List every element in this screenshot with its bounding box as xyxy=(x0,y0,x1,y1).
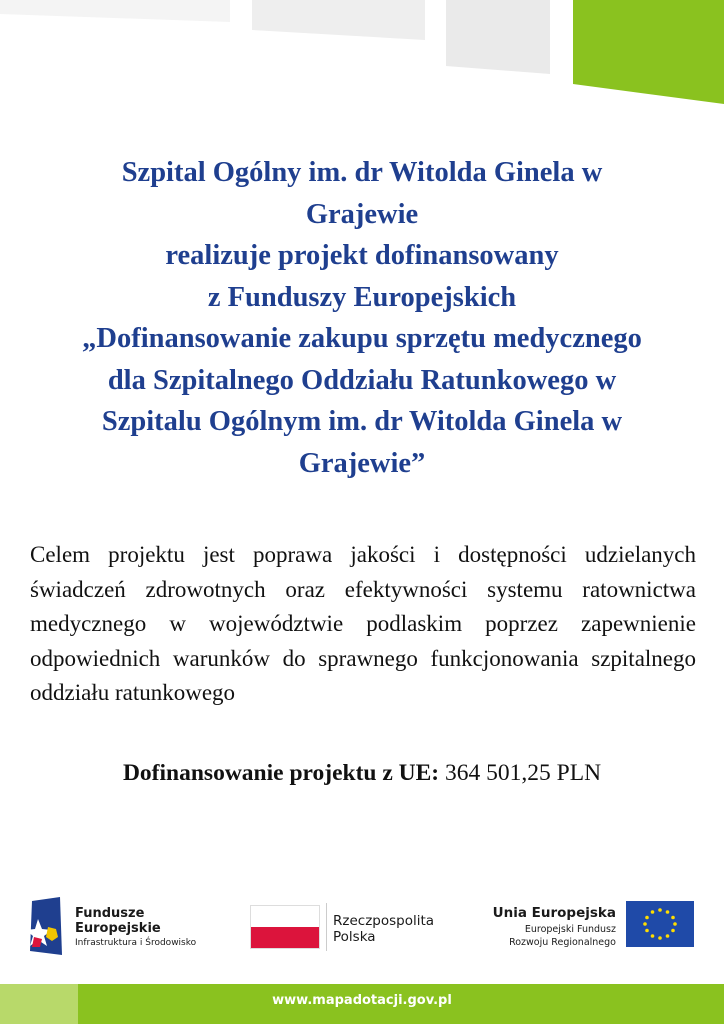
eu-flag-icon xyxy=(626,901,694,947)
heading-line: Grajewie” xyxy=(298,447,426,479)
top-decoration xyxy=(0,0,724,110)
logos-bar xyxy=(0,895,724,959)
polish-flag-icon xyxy=(250,905,320,949)
ue-line1: Unia Europejska xyxy=(492,905,616,921)
ue-line2: Europejski Fundusz xyxy=(524,924,616,935)
funding-line xyxy=(0,760,724,787)
fundusze-europejskie-logo xyxy=(28,897,228,957)
unia-europejska-logo xyxy=(480,901,700,957)
heading-line: dla Szpitalnego Oddziału Ratunkowego w xyxy=(107,364,617,396)
rp-line2: Polska xyxy=(333,929,376,945)
footer-url[interactable]: www.mapadotacji.gov.pl xyxy=(272,993,452,1008)
divider xyxy=(326,903,327,951)
heading-line: „Dofinansowanie zakupu sprzętu medycznego xyxy=(82,323,642,354)
rzeczpospolita-polska-logo xyxy=(250,901,460,957)
project-description: Celem projektu jest poprawa jakości i dostępności udzielanych świadczeń zdrowotnych oraz efektywności systemu ratownictwa medycznego w województwie podlaskim poprzez zapewnienie odpowiednich warunków do sprawnego funkcjonowania szpitalnego oddziału ratunkowego xyxy=(30,542,696,705)
funding-amount: 364 501,25 PLN xyxy=(445,760,602,786)
heading-line: realizuje projekt dofinansowany xyxy=(165,240,559,271)
heading-line: Szpitalu Ogólnym im. dr Witolda Ginela w xyxy=(101,406,623,437)
footer-bar xyxy=(0,984,724,1024)
ue-line3: Rozwoju Regionalnego xyxy=(509,937,616,948)
fe-line1: Fundusze xyxy=(75,906,145,921)
fe-line3: Infrastruktura i Środowisko xyxy=(75,938,197,948)
fe-line2: Europejskie xyxy=(75,921,161,936)
heading-line: z Funduszy Europejskich xyxy=(207,281,517,313)
fe-star-icon xyxy=(28,897,68,957)
rp-line1: Rzeczpospolita xyxy=(333,913,435,929)
heading-line: Szpital Ogólny im. dr Witolda Ginela w xyxy=(121,157,603,188)
project-heading xyxy=(40,152,684,484)
funding-label: Dofinansowanie projektu z UE: xyxy=(122,760,440,786)
heading-line: Grajewie xyxy=(305,198,419,230)
